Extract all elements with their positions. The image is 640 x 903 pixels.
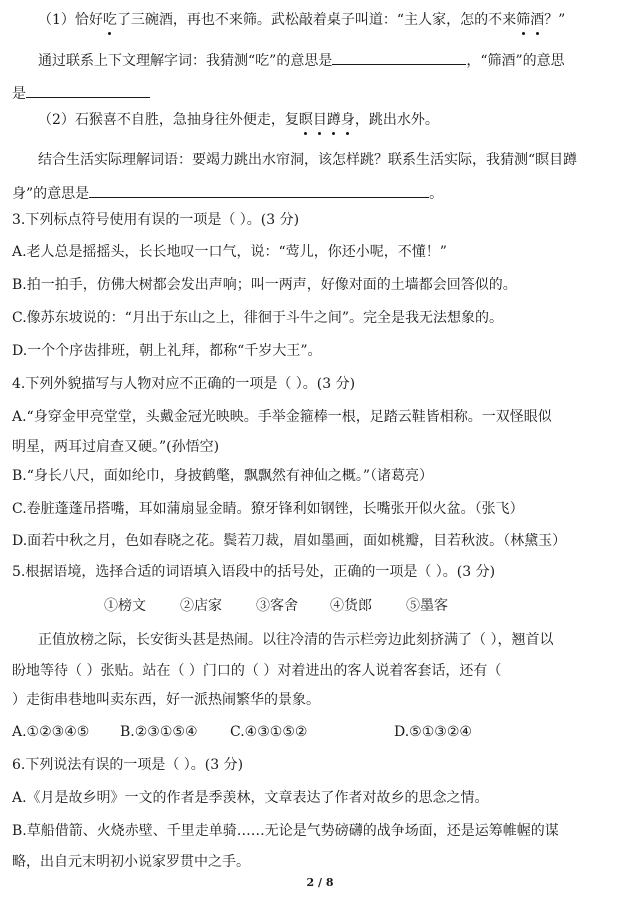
word-option: ⑤墨客 xyxy=(406,598,448,614)
answer-blank[interactable] xyxy=(26,82,150,98)
question-5: 5.根据语境，选择合适的词语填入语段中的括号处，正确的一项是（ ）。(3 分) xyxy=(12,564,496,580)
word-option: ③客舍 xyxy=(256,598,298,614)
q5-answer-d: D.⑤①③②④ xyxy=(394,724,472,740)
q5-answer-a: A.①②③④⑤ xyxy=(12,724,90,740)
q4-option-d: D.面若中秋之月，色如春晓之花。鬓若刀裁，眉如墨画，面如桃瓣，目若秋波。（林黛玉） xyxy=(12,533,567,549)
q4-option-a: A.“身穿金甲亮堂堂，头戴金冠光映映。手举金箍棒一根，足踏云鞋皆相称。一双怪眼似 xyxy=(12,409,552,425)
context-question-cont: 是 xyxy=(12,82,632,104)
word-option: ②店家 xyxy=(180,598,222,614)
emphasis-char: 目 xyxy=(312,112,327,128)
q3-option-b: B.拍一拍手，仿佛大树都会发出声响；叫一两声，好像对面的土墙都会回答似的。 xyxy=(12,277,517,293)
q4-option-c: C.卷脏蓬蓬吊搭嘴，耳如蒲扇显金睛。獠牙锋利如钢锉，长嘴张开似火盆。（张飞） xyxy=(12,501,524,517)
word-option: ①榜文 xyxy=(104,598,146,614)
emphasis-char: 筛 xyxy=(516,12,531,28)
emphasis-char: 瞑 xyxy=(298,112,313,128)
q3-option-a: A.老人总是摇摇头，长长地叹一口气，说：“莺儿，你还小呢，不懂！” xyxy=(12,244,447,260)
q5-answer-c: C.④③①⑤② xyxy=(230,724,308,740)
emphasis-char: 吃 xyxy=(102,12,117,28)
q3-option-c: C.像苏东坡说的：“月出于东山之上，徘徊于斗牛之间”。完全是我无法想象的。 xyxy=(12,310,503,326)
q5-passage-3: ）走街串巷地叫卖东西，好一派热闹繁华的景象。 xyxy=(12,692,320,708)
q6-option-a: A.《月是故乡明》一文的作者是季羡林，文章表达了作者对故乡的思念之情。 xyxy=(12,790,489,806)
emphasis-char: 酒 xyxy=(530,12,545,28)
life-question-cont: 身”的意思是 。 xyxy=(12,182,632,204)
q5-answer-b: B.②③①⑤④ xyxy=(120,724,198,740)
emphasis-char: 身 xyxy=(340,112,355,128)
q6-option-b: B.草船借箭、火烧赤壁、千里走单骑……无论是气势磅礴的战争场面，还是运筹帷幄的谋 xyxy=(12,823,559,839)
question-6: 6.下列说法有误的一项是（ ）。(3 分) xyxy=(12,757,244,773)
word-option: ④货郎 xyxy=(330,598,372,614)
answer-blank[interactable] xyxy=(332,49,466,65)
context-question: 通过联系上下文理解字词：我猜测“吃”的意思是 ，“筛酒”的意思 xyxy=(38,49,640,71)
q4-option-b: B.“身长八尺，面如纶巾，身披鹤氅，飘飘然有神仙之概。”（诸葛亮） xyxy=(12,468,434,484)
q3-option-d: D.一个个序齿排班，朝上礼拜，都称“千岁大王”。 xyxy=(12,343,322,359)
q5-passage-2: 盼地等待（ ）张贴。站在（ ）门口的（ ）对着进出的客人说着客套话，还有（ xyxy=(12,663,502,679)
q4-option-a-cont: 明星，两耳过肩查又硬。”(孙悟空) xyxy=(12,439,220,455)
page-number: 2 / 8 xyxy=(306,876,334,889)
q2-sentence-1: （1）恰好吃了三碗酒，再也不来筛。武松敲着桌子叫道：“主人家，怎的不来筛酒？” xyxy=(38,12,566,28)
q6-option-b-cont: 略，出自元末明初小说家罗贯中之手。 xyxy=(12,854,250,870)
q5-passage-1: 正值放榜之际，长安街头甚是热闹。以往冷清的告示栏旁边此刻挤满了（ ），翘首以 xyxy=(38,632,554,648)
life-question: 结合生活实际理解词语：要竭力跳出水帘洞，该怎样跳？联系生活实际，我猜测“瞑目蹲 xyxy=(38,152,578,168)
question-4: 4.下列外貌描写与人物对应不正确的一项是（ ）。(3 分) xyxy=(12,376,356,392)
q2-sentence-2: （2）石猴喜不自胜，急抽身往外便走，复瞑目蹲身，跳出水外。 xyxy=(38,112,439,128)
question-3: 3.下列标点符号使用有误的一项是（ ）。(3 分) xyxy=(12,212,300,228)
emphasis-char: 蹲 xyxy=(326,112,341,128)
answer-blank[interactable] xyxy=(89,182,429,198)
